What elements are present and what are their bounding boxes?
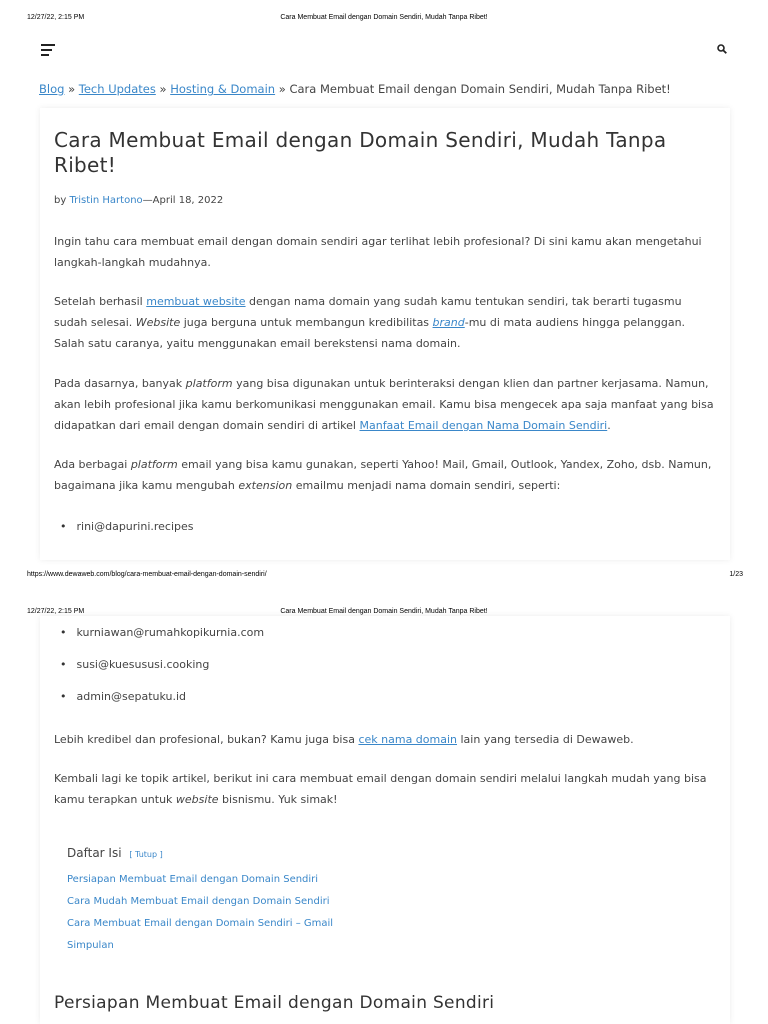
page-title: Cara Membuat Email dengan Domain Sendiri, Mudah Tanpa Ribet! [54, 128, 667, 177]
toc-title-text: Daftar Isi [67, 846, 122, 860]
list-item: • admin@sepatuku.id [60, 690, 186, 703]
list-item: • rini@dapurini.recipes [60, 520, 194, 533]
breadcrumb-separator: » [68, 82, 76, 96]
toc-item[interactable]: Simpulan [67, 940, 114, 951]
list-item: • susi@kuesususi.cooking [60, 658, 209, 671]
breadcrumb [39, 82, 671, 96]
toc-toggle-button[interactable]: [ Tutup ] [129, 850, 163, 859]
link-cek-nama-domain[interactable]: cek nama domain [358, 733, 457, 746]
breadcrumb-blog[interactable]: Blog [39, 82, 65, 96]
print-title: Cara Membuat Email dengan Domain Sendiri, Mudah Tanpa Ribet! [280, 608, 488, 615]
toc-item[interactable]: Cara Membuat Email dengan Domain Sendiri – Gmail [67, 918, 334, 929]
breadcrumb-separator: » [159, 82, 167, 96]
breadcrumb-separator: » [278, 82, 286, 96]
list-item: • kurniawan@rumahkopikurnia.com [60, 626, 264, 639]
print-date: 12/27/22, 2:15 PM [27, 14, 85, 21]
author-link[interactable]: Tristin Hartono [69, 195, 143, 206]
byline [54, 195, 223, 206]
paragraph-2: Setelah berhasil membuat website dengan nama domain yang sudah kamu tentukan sendiri, tak berarti tugasmu sudah selesai. Website juga berguna untuk membangun kredibilitas brand-mu di mata audiens hingga pelanggan. Salah satu caranya, yaitu menggunakan email berekstensi nama domain. [54, 295, 686, 350]
toc-item[interactable]: Cara Mudah Membuat Email dengan Domain Sendiri [67, 896, 330, 907]
toc-title [67, 846, 163, 860]
print-date: 12/27/22, 2:15 PM [27, 608, 85, 615]
search-icon[interactable] [717, 44, 727, 54]
paragraph-3: Pada dasarnya, banyak platform yang bisa digunakan untuk berinteraksi dengan klien dan partner kerjasama. Namun, akan lebih profesional jika kamu berkomunikasi menggunakan email. Kamu bisa mengecek apa saja manfaat yang bisa didapatkan dari email dengan domain sendiri di artikel Manfaat Email dengan Nama Domain Sendiri. [54, 377, 714, 432]
link-membuat-website[interactable]: membuat website [146, 295, 246, 308]
breadcrumb-current: Cara Membuat Email dengan Domain Sendiri, Mudah Tanpa Ribet! [289, 82, 671, 96]
toc-item[interactable]: Persiapan Membuat Email dengan Domain Sendiri [67, 874, 319, 885]
paragraph-4: Ada berbagai platform email yang bisa kamu gunakan, seperti Yahoo! Mail, Gmail, Outlook, Yandex, Zoho, dsb. Namun, bagaimana jika kamu mengubah extension emailmu menjadi nama domain sendiri, seperti: [54, 458, 712, 492]
paragraph-intro: Ingin tahu cara membuat email dengan domain sendiri agar terlihat lebih profesional? Di sini kamu akan mengetahui langkah-langkah mudahnya. [54, 235, 702, 269]
section-heading: Persiapan Membuat Email dengan Domain Sendiri [54, 993, 495, 1013]
link-brand[interactable]: brand [432, 316, 465, 329]
byline-by: by [54, 195, 67, 206]
breadcrumb-tech-updates[interactable]: Tech Updates [78, 82, 156, 96]
hamburger-menu-icon[interactable] [41, 44, 55, 59]
print-title: Cara Membuat Email dengan Domain Sendiri, Mudah Tanpa Ribet! [280, 14, 488, 21]
article-card [40, 616, 730, 1024]
print-url: https://www.dewaweb.com/blog/cara-membuat-email-dengan-domain-sendiri/ [27, 571, 267, 578]
paragraph-5: Lebih kredibel dan profesional, bukan? Kamu juga bisa cek nama domain lain yang tersedia di Dewaweb. [54, 733, 634, 746]
link-manfaat-email[interactable]: Manfaat Email dengan Nama Domain Sendiri [359, 419, 608, 432]
paragraph-6: Kembali lagi ke topik artikel, berikut ini cara membuat email dengan domain sendiri melalui langkah mudah yang bisa kamu terapkan untuk website bisnismu. Yuk simak! [54, 772, 707, 806]
print-page-number: 1/23 [729, 571, 743, 578]
breadcrumb-hosting-domain[interactable]: Hosting & Domain [170, 82, 276, 96]
publish-date: —April 18, 2022 [142, 195, 224, 206]
